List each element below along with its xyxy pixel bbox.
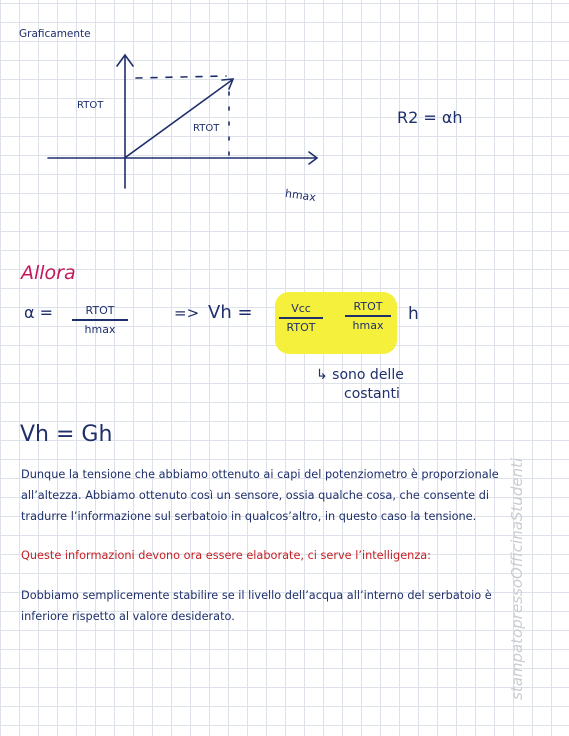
vh-fraction-2-numerator: RTOT — [353, 300, 383, 313]
dashed-top-line — [136, 76, 226, 78]
vh-fraction-2 — [345, 300, 391, 332]
side-formula: R2 = αh — [397, 108, 463, 127]
vh-tail: h — [408, 304, 419, 324]
heading: Graficamente — [19, 28, 91, 40]
vh-fraction-1 — [279, 302, 323, 334]
vh-gh-formula: Vh = Gh — [20, 422, 113, 447]
paragraph-1: Dunque la tensione che abbiamo ottenuto ai capi del potenziometro è proporzionale all’altezza. Abbiamo ottenuto così un sensore, ossia qualche cosa, che consente di tradurre l’informazione sul serbatoio in qualcos’altro, in questo caso la tensione. — [21, 468, 499, 523]
note-line-2: costanti — [344, 386, 400, 402]
paragraph-2: Queste informazioni devono ora essere elaborate, ci serve l’intelligenza: — [21, 549, 431, 562]
alpha-numerator: RTOT — [85, 304, 115, 317]
alpha-denominator: hmax — [84, 322, 116, 336]
watermark: stampatopressoOfficinaStudenti — [508, 457, 526, 700]
vh-fraction-1-denominator: RTOT — [286, 320, 316, 334]
alpha-fraction-bar — [72, 319, 128, 321]
graph-x-label: hmax — [284, 186, 317, 205]
vh-fraction-1-numerator: Vcc — [291, 302, 311, 315]
alpha-fraction — [72, 304, 128, 336]
vh-fraction-2-bar — [345, 315, 391, 317]
allora-label: Allora — [21, 262, 76, 284]
alpha-lhs: α = — [24, 303, 54, 322]
note-line-1: ↳ sono delle — [316, 367, 404, 383]
diagonal-line — [126, 80, 232, 157]
vh-fraction-2-denominator: hmax — [352, 318, 384, 332]
vh-lhs: Vh = — [208, 302, 253, 323]
graph-diagonal-label: RTOT — [193, 123, 220, 134]
vh-fraction-1-bar — [279, 317, 323, 319]
paragraph-3: Dobbiamo semplicemente stabilire se il livello dell’acqua all’interno del serbatoio è inferiore rispetto al valore desiderato. — [21, 589, 492, 623]
graph-y-label: RTOT — [77, 100, 104, 111]
implies-arrow: => — [174, 304, 200, 322]
